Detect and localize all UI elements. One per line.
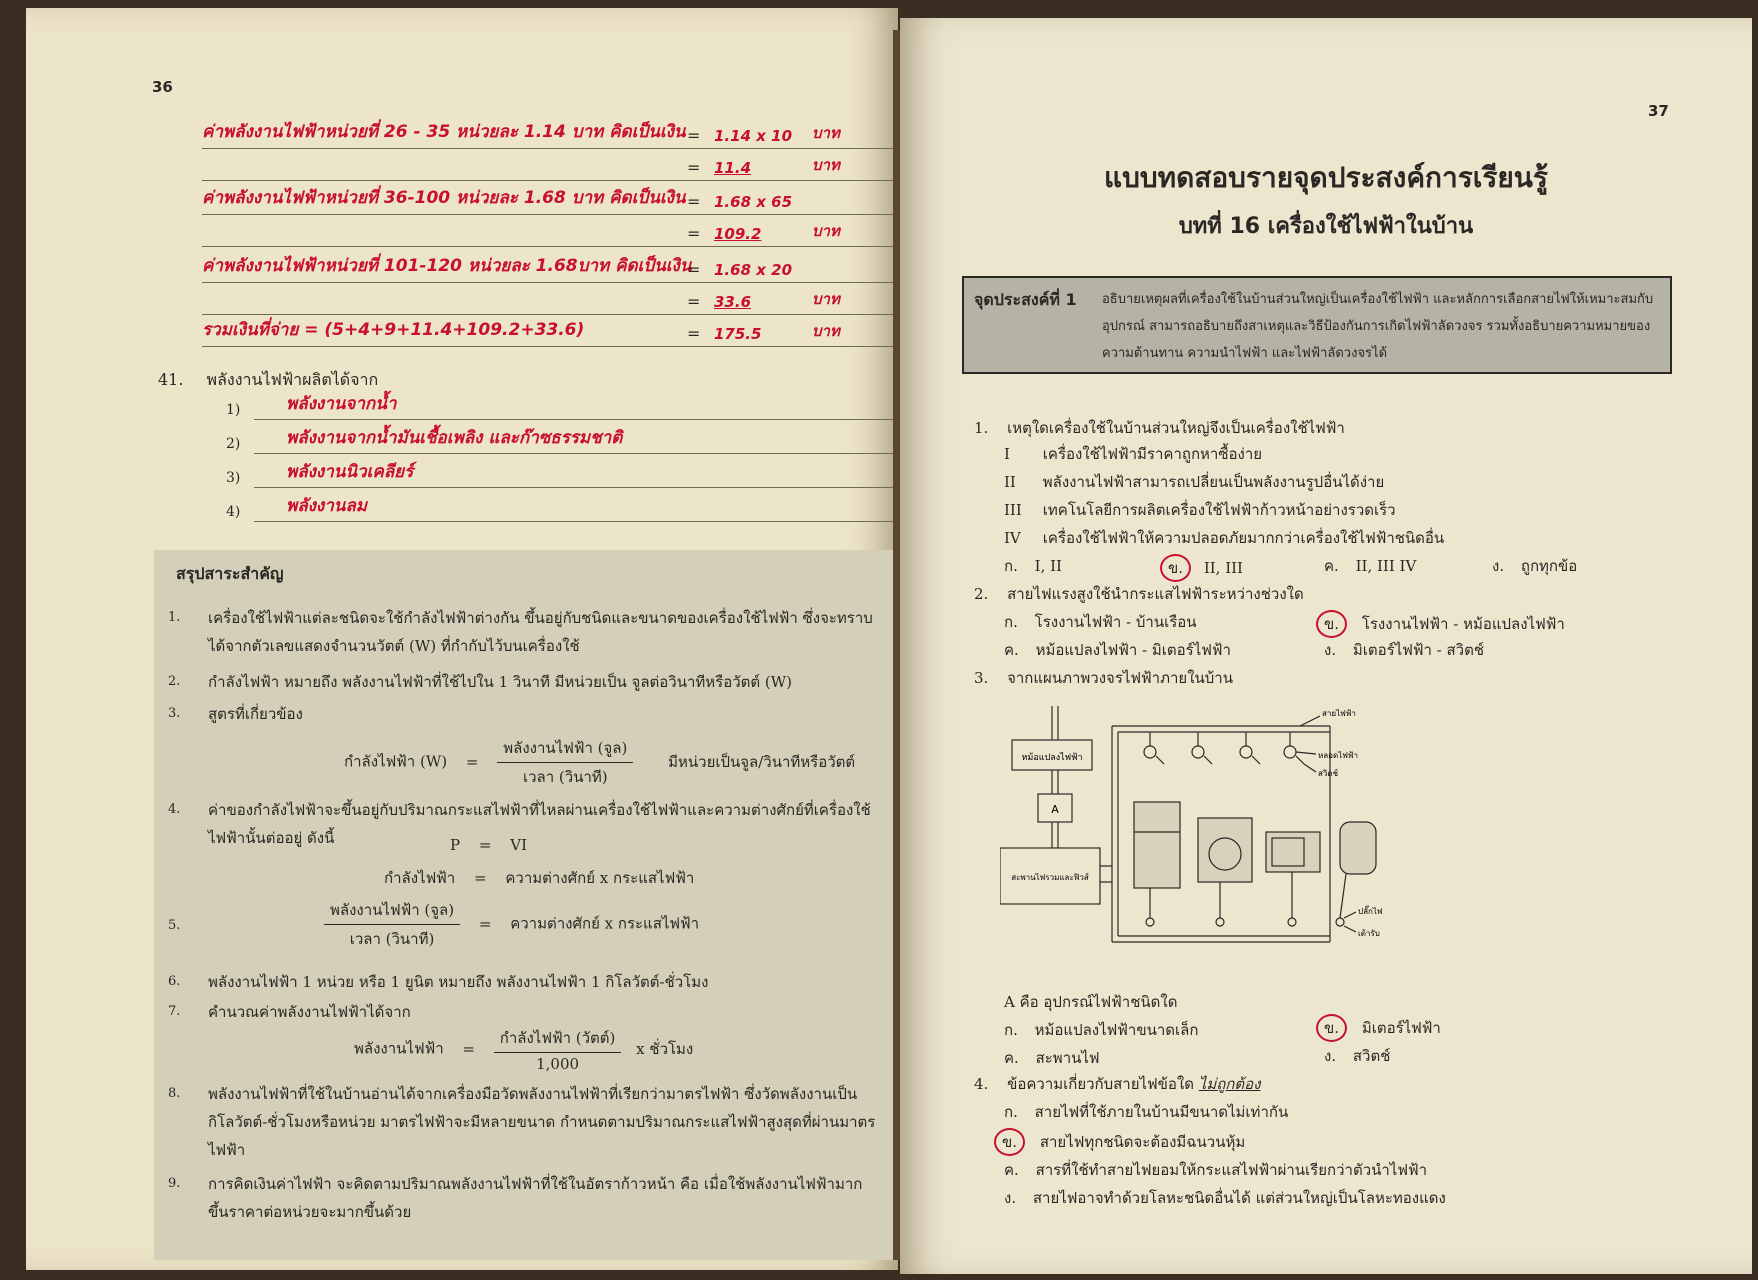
label-switch: สวิตช์ (1318, 769, 1338, 778)
calc-equals: = (687, 324, 701, 343)
worksheet-title: แบบทดสอบรายจุดประสงค์การเรียนรู้ (1104, 161, 1548, 194)
summary-item-number: 8. (168, 1086, 181, 1101)
question-3 (974, 666, 1233, 690)
right-page (900, 18, 1752, 1274)
summary-item-number: 1. (168, 610, 181, 625)
calc-equals: = (687, 158, 701, 177)
calc-equals: = (687, 292, 701, 311)
choice-key: ง. (1324, 1047, 1337, 1065)
summary-box (154, 550, 894, 1260)
question-emphasis: ไม่ถูกต้อง (1198, 1075, 1261, 1093)
calc-value: 11.4 (714, 159, 752, 177)
calc-value: 175.5 (714, 325, 762, 343)
choice-key-circled: ข. (1160, 554, 1191, 582)
calc-row (202, 214, 898, 247)
formula-pvi (450, 836, 527, 854)
answer-line (254, 453, 896, 454)
choice-item (1004, 1018, 1198, 1042)
calc-value: 1.68 x 20 (714, 261, 793, 279)
summary-item-text: พลังงานไฟฟ้า 1 หน่วย หรือ 1 ยูนิต หมายถึง พลังงานไฟฟ้า 1 กิโลวัตต์-ชั่วโมง (208, 973, 709, 991)
question-number: 4. (974, 1075, 989, 1093)
summary-item (168, 968, 880, 996)
summary-item-text: การคิดเงินค่าไฟฟ้า จะคิดตามปริมาณพลังงานไฟฟ้าที่ใช้ในอัตราก้าวหน้า คือ เมื่อใช้พลังงานไฟฟ้ามากขึ้นราคาต่อหน่วยจะมากขึ้นด้วย (208, 1175, 863, 1221)
calc-unit: บาท (812, 156, 840, 174)
statement-text: เทคโนโลยีการผลิตเครื่องใช้ไฟฟ้าก้าวหน้าอย่างรวดเร็ว (1042, 501, 1396, 519)
answer-number: 4) (226, 504, 241, 520)
summary-item-number: 6. (168, 974, 181, 989)
calc-label: รวมเงินที่จ่าย = (5+4+9+11.4+109.2+33.6) (202, 320, 585, 340)
formula-fraction (497, 736, 633, 789)
choice-text: โรงงานไฟฟ้า - บ้านเรือน (1034, 613, 1197, 631)
choice-item (1324, 638, 1484, 662)
house-circuit-diagram (1000, 706, 1400, 966)
choice-text: สวิตช์ (1352, 1047, 1391, 1065)
question-text: จากแผนภาพวงจรไฟฟ้าภายในบ้าน (1007, 669, 1233, 687)
choice-key: ค. (1324, 557, 1339, 575)
label-panel: สะพานไฟรวมและฟิวส์ (1011, 873, 1089, 882)
choice-item-selected (1316, 610, 1565, 638)
choice-item-selected (1316, 1014, 1441, 1042)
choice-key: ก. (1004, 557, 1018, 575)
choice-key-circled: ข. (1316, 1014, 1347, 1042)
choice-item (1324, 1044, 1390, 1068)
statement-text: เครื่องใช้ไฟฟ้ามีราคาถูกหาซื้อง่าย (1042, 445, 1263, 463)
formula-lhs: P (450, 836, 461, 854)
calc-equals: = (687, 192, 701, 211)
summary-title: สรุปสาระสำคัญ (176, 564, 284, 583)
statement-roman: III (1004, 501, 1022, 519)
formula-lhs: พลังงานไฟฟ้า (354, 1039, 444, 1058)
summary-item-text: พลังงานไฟฟ้าที่ใช้ในบ้านอ่านได้จากเครื่องมือวัดพลังงานไฟฟ้าที่เรียกว่ามาตรไฟฟ้า ซึ่งวัดพลังงานเป็นกิโลวัตต์-ชั่วโมงหรือหน่วย มาตรไฟฟ้าจะมีหลายขนาด กำหนดตามปริมาณกระแสไฟฟ้าสูงสุดที่ผ่านมาตรไฟฟ้า (208, 1085, 876, 1159)
choice-item (1004, 610, 1197, 634)
question-number: 1. (974, 419, 989, 437)
choice-text: หม้อแปลงไฟฟ้า - มิเตอร์ไฟฟ้า (1035, 641, 1231, 659)
question-3-prompt: A คือ อุปกรณ์ไฟฟ้าชนิดใด (1004, 993, 1178, 1011)
choice-text: II, III IV (1355, 557, 1417, 575)
choice-item (1004, 638, 1231, 662)
choice-text: มิเตอร์ไฟฟ้า - สวิตช์ (1352, 641, 1485, 659)
question-text: พลังงานไฟฟ้าผลิตได้จาก (206, 370, 379, 389)
answer-text: พลังงานลม (286, 496, 368, 516)
summary-item-number: 7. (168, 1004, 181, 1019)
summary-item-number: 9. (168, 1176, 181, 1191)
question-text: ข้อความเกี่ยวกับสายไฟข้อใด (1007, 1075, 1195, 1093)
choice-text: สายไฟทุกชนิดจะต้องมีฉนวนหุ้ม (1039, 1133, 1246, 1151)
label-plug: ปลั๊กไฟ (1358, 907, 1383, 916)
statement-roman: I (1004, 445, 1010, 463)
summary-item (168, 700, 880, 728)
choice-item (1004, 1186, 1446, 1210)
calc-label: ค่าพลังงานไฟฟ้าหน่วยที่ 101-120 หน่วยละ 1.68บาท คิดเป็นเงิน (202, 256, 692, 276)
choice-text: สารที่ใช้ทำสายไฟยอมให้กระแสไฟฟ้าผ่านเรียกว่าตัวนำไฟฟ้า (1035, 1161, 1427, 1179)
formula-equals: = (478, 914, 492, 933)
choice-item (1004, 554, 1062, 578)
formula-unit-note: มีหน่วยเป็นจูล/วินาทีหรือวัตต์ (668, 752, 856, 771)
choice-key: ค. (1004, 1161, 1019, 1179)
choice-key-circled: ข. (994, 1128, 1025, 1156)
formula-equals: = (478, 836, 492, 854)
summary-item-number: 3. (168, 706, 181, 721)
answer-number: 1) (226, 402, 241, 418)
choice-key: ค. (1004, 1049, 1019, 1067)
label-transformer: หม้อแปลงไฟฟ้า (1021, 753, 1083, 763)
choice-item (1004, 1100, 1288, 1124)
question-1 (974, 416, 1345, 440)
formula-equals: = (462, 1039, 475, 1058)
calc-unit: บาท (812, 222, 840, 240)
choice-text: I, II (1034, 557, 1062, 575)
answer-line (254, 419, 896, 420)
answer-row (226, 392, 896, 420)
calc-row (202, 148, 898, 181)
formula-rhs: ความต่างศักย์ x กระแสไฟฟ้า (510, 914, 700, 933)
statement-item (1004, 442, 1262, 466)
statement-text: เครื่องใช้ไฟฟ้าให้ความปลอดภัยมากกว่าเครื่องใช้ไฟฟ้าชนิดอื่น (1042, 529, 1445, 547)
question-number: 2. (974, 585, 989, 603)
choice-text: สะพานไฟ (1035, 1049, 1100, 1067)
formula-equals: = (465, 752, 479, 771)
choice-text: สายไฟที่ใช้ภายในบ้านมีขนาดไม่เท่ากัน (1034, 1103, 1289, 1121)
formula-power (344, 736, 855, 789)
answer-text: พลังงานจากน้ำ (286, 394, 397, 414)
statement-text: พลังงานไฟฟ้าสามารถเปลี่ยนเป็นพลังงานรูปอื่นได้ง่าย (1042, 473, 1385, 491)
calc-row (202, 314, 898, 347)
answer-line (254, 521, 896, 522)
choice-key-circled: ข. (1316, 610, 1347, 638)
answer-text: พลังงานจากน้ำมันเชื้อเพลิง และก๊าซธรรมชาติ (286, 428, 623, 448)
choice-text: โรงงานไฟฟ้า - หม้อแปลงไฟฟ้า (1361, 615, 1565, 633)
summary-item-text: ค่าของกำลังไฟฟ้าจะขึ้นอยู่กับปริมาณกระแสไฟฟ้าที่ไหลผ่านเครื่องใช้ไฟฟ้าและความต่างศักย์ที่เครื่องใช้ไฟฟ้านั้นต่ออยู่ ดังนี้ (208, 801, 871, 847)
choice-key: ง. (1004, 1189, 1017, 1207)
summary-item-number: 5. (168, 918, 181, 933)
calc-value: 109.2 (714, 225, 762, 243)
calc-value: 1.68 x 65 (714, 193, 793, 211)
formula-equals: = (474, 869, 487, 887)
calc-value: 1.14 x 10 (714, 127, 793, 145)
choice-key: ก. (1004, 1021, 1018, 1039)
summary-item (168, 1080, 880, 1164)
choice-key: ค. (1004, 641, 1019, 659)
summary-item (168, 668, 880, 696)
choice-item (1324, 554, 1416, 578)
formula-lhs: กำลังไฟฟ้า (384, 869, 456, 887)
statement-item (1004, 498, 1396, 522)
choice-item-selected (994, 1128, 1245, 1156)
summary-item-text: สูตรที่เกี่ยวข้อง (208, 705, 303, 723)
summary-item-text: เครื่องใช้ไฟฟ้าแต่ละชนิดจะใช้กำลังไฟฟ้าต่างกัน ขึ้นอยู่กับชนิดและขนาดของเครื่องใช้ไฟฟ้า ซึ่งจะทราบได้จากตัวเลขแสดงจำนวนวัตต์ (W) ที่กำกับไว้บนเครื่องใช้ (208, 609, 873, 655)
summary-item (168, 998, 880, 1026)
answer-number: 3) (226, 470, 241, 486)
formula-energy (354, 1026, 693, 1073)
answer-row (226, 460, 896, 488)
answer-text: พลังงานนิวเคลียร์ (286, 462, 414, 482)
fraction-numerator: กำลังไฟฟ้า (วัตต์) (494, 1026, 622, 1053)
label-wire: สายไฟฟ้า (1322, 709, 1356, 718)
summary-item-text: คำนวณค่าพลังงานไฟฟ้าได้จาก (208, 1003, 411, 1021)
summary-item (168, 604, 880, 660)
answer-number: 2) (226, 436, 241, 452)
choice-item (1004, 1158, 1427, 1182)
choice-item (1492, 554, 1577, 578)
statement-roman: II (1004, 473, 1016, 491)
formula-rhs: x ชั่วโมง (636, 1039, 694, 1058)
choice-text: ถูกทุกข้อ (1520, 557, 1578, 575)
formula-energy-time (324, 898, 699, 951)
question-2 (974, 582, 1304, 606)
choice-text: สายไฟอาจทำด้วยโลหะชนิดอื่นได้ แต่ส่วนใหญ่เป็นโลหะทองแดง (1032, 1189, 1446, 1207)
statement-roman: IV (1004, 529, 1021, 547)
summary-item-number: 2. (168, 674, 181, 689)
calc-row (202, 116, 898, 149)
fraction-numerator: พลังงานไฟฟ้า (จูล) (324, 898, 460, 925)
formula-fraction (324, 898, 460, 951)
choice-text: หม้อแปลงไฟฟ้าขนาดเล็ก (1034, 1021, 1199, 1039)
label-bulb: หลอดไฟฟ้า (1318, 751, 1359, 760)
calc-row (202, 250, 898, 283)
calc-equals: = (687, 224, 701, 243)
choice-key: ก. (1004, 613, 1018, 631)
calc-label: ค่าพลังงานไฟฟ้าหน่วยที่ 36-100 หน่วยละ 1.68 บาท คิดเป็นเงิน (202, 188, 686, 208)
calc-equals: = (687, 260, 701, 279)
choice-text: มิเตอร์ไฟฟ้า (1361, 1019, 1441, 1037)
label-socket: เต้ารับ (1358, 929, 1380, 938)
question-number: 3. (974, 669, 989, 687)
fraction-denominator: เวลา (วินาที) (349, 930, 435, 948)
left-page (26, 8, 898, 1270)
summary-item (168, 1170, 880, 1226)
choice-item-selected (1160, 554, 1243, 582)
answer-row (226, 494, 896, 522)
calc-equals: = (687, 126, 701, 145)
page-number-left: 36 (152, 78, 173, 96)
page-number-right: 37 (1648, 102, 1669, 120)
choice-text: II, III (1203, 559, 1243, 577)
formula-fraction (494, 1026, 622, 1073)
calc-unit: บาท (812, 322, 840, 340)
question-number: 41. (158, 370, 184, 389)
question-text: สายไฟแรงสูงใช้นำกระแสไฟฟ้าระหว่างช่วงใด (1007, 585, 1304, 603)
question-4 (974, 1072, 1260, 1096)
objective-box (962, 276, 1672, 374)
formula-rhs: VI (510, 836, 527, 854)
choice-key: ก. (1004, 1103, 1018, 1121)
objective-text: อธิบายเหตุผลที่เครื่องใช้ในบ้านส่วนใหญ่เป็นเครื่องใช้ไฟฟ้า และหลักการเลือกสายไฟให้เหมาะสมกับอุปกรณ์ สามารถอธิบายถึงสาเหตุและวิธีป้องกันการเกิดไฟฟ้าลัดวงจร รวมทั้งอธิบายความหมายของความต้านทาน ความนำไฟฟ้า และไฟฟ้าลัดวงจรได้ (1102, 292, 1654, 361)
choice-key: ง. (1492, 557, 1505, 575)
calc-value: 33.6 (714, 293, 752, 311)
formula-power-vi (384, 866, 694, 890)
question-text: เหตุใดเครื่องใช้ในบ้านส่วนใหญ่จึงเป็นเครื่องใช้ไฟฟ้า (1007, 419, 1345, 437)
objective-label: จุดประสงค์ที่ 1 (974, 290, 1077, 309)
fraction-denominator: 1,000 (536, 1055, 580, 1073)
summary-item-text: กำลังไฟฟ้า หมายถึง พลังงานไฟฟ้าที่ใช้ไปใน 1 วินาที มีหน่วยเป็น จูลต่อวินาทีหรือวัตต์ (W) (208, 673, 793, 691)
formula-lhs: กำลังไฟฟ้า (W) (344, 752, 448, 771)
calc-unit: บาท (812, 124, 840, 142)
calc-label: ค่าพลังงานไฟฟ้าหน่วยที่ 26 - 35 หน่วยละ 1.14 บาท คิดเป็นเงิน (202, 122, 686, 142)
formula-rhs: ความต่างศักย์ x กระแสไฟฟ้า (505, 869, 695, 887)
calc-unit: บาท (812, 290, 840, 308)
fraction-numerator: พลังงานไฟฟ้า (จูล) (497, 736, 633, 763)
statement-item (1004, 526, 1444, 550)
statement-item (1004, 470, 1384, 494)
calc-row (202, 282, 898, 315)
calc-row (202, 182, 898, 215)
choice-key: ง. (1324, 641, 1337, 659)
fraction-denominator: เวลา (วินาที) (522, 768, 608, 786)
chapter-subtitle: บทที่ 16 เครื่องใช้ไฟฟ้าในบ้าน (1178, 214, 1474, 239)
answer-line (254, 487, 896, 488)
summary-item-number: 4. (168, 802, 181, 817)
label-a-box: A (1051, 803, 1059, 816)
answer-row (226, 426, 896, 454)
choice-item (1004, 1046, 1100, 1070)
